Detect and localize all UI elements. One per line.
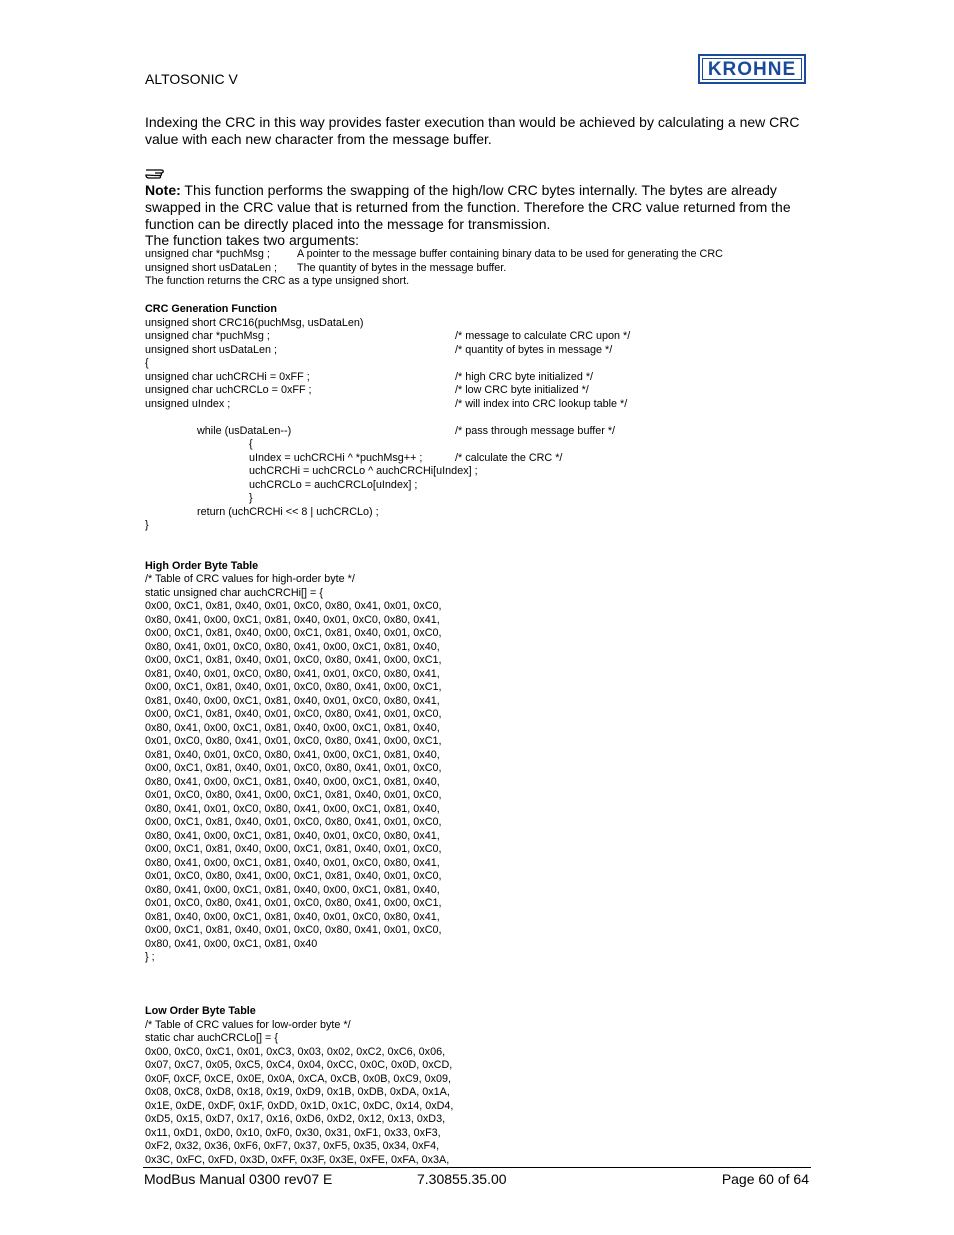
code-line [145,830,805,844]
code-line [145,695,805,709]
code-line [145,614,805,628]
code-text: uchCRCHi = uchCRCLo ^ auchCRCHi[uIndex] ; [249,465,478,477]
code-comment: /* high CRC byte initialized */ [455,370,594,383]
code-line [145,519,805,533]
argument-row [145,248,723,262]
krohne-logo [698,54,806,84]
footer-page-number: Page 60 of 64 [721,1171,809,1187]
code-text: 0x11, 0xD1, 0xD0, 0x10, 0xF0, 0x30, 0x31, 0xF1, 0x33, 0xF3, [145,1126,441,1139]
code-block [145,303,805,1167]
intro-paragraph: Indexing the CRC in this way provides faster execution than would be achieved by calculating a new CRC value with each new character from the message buffer. [145,114,800,147]
code-line [145,870,805,884]
code-line [145,627,805,641]
footer-document-title: ModBus Manual 0300 rev07 E [144,1171,333,1187]
code-line [145,1059,805,1073]
code-line [145,668,805,682]
code-line [145,506,805,520]
code-text: } ; [145,951,155,963]
code-line [145,452,805,466]
code-line [145,492,805,506]
code-text: uIndex = uchCRCHi ^ *puchMsg++ ; [249,451,423,464]
document-header-title: ALTOSONIC V [145,71,238,87]
footer-rule [143,1167,811,1168]
footer-document-number: 7.30855.35.00 [417,1171,507,1187]
crc-function-heading [145,303,805,317]
code-line [145,587,805,601]
pointing-hand-icon [145,166,169,183]
code-line [145,803,805,817]
code-text: Low Order Byte Table [145,1005,256,1017]
code-text: 0xD5, 0x15, 0xD7, 0x17, 0x16, 0xD6, 0xD2, 0x12, 0x13, 0xD3, [145,1113,446,1125]
blank-line [145,965,805,979]
code-text: static unsigned char auchCRCHi[] = { [145,586,323,599]
code-text: 0x0F, 0xCF, 0xCE, 0x0E, 0x0A, 0xCA, 0xCB, 0x0B, 0xC9, 0x09, [145,1072,452,1085]
code-line [145,1032,805,1046]
code-text: 0x00, 0xC1, 0x81, 0x40, 0x01, 0xC0, 0x80, 0x41, 0x01, 0xC0, [145,816,442,828]
krohne-logo-text: KROHNE [707,58,797,80]
code-comment: /* quantity of bytes in message */ [455,343,613,356]
code-comment: /* will index into CRC lookup table */ [455,397,628,410]
code-text: 0x00, 0xC1, 0x81, 0x40, 0x01, 0xC0, 0x80, 0x41, 0x01, 0xC0, [145,924,442,936]
code-comment: /* message to calculate CRC upon */ [455,330,631,342]
code-text: 0x00, 0xC1, 0x81, 0x40, 0x01, 0xC0, 0x80, 0x41, 0x01, 0xC0, [145,762,442,774]
code-line [145,600,805,614]
code-line [145,465,805,479]
code-text: 0x80, 0x41, 0x00, 0xC1, 0x81, 0x40, 0x01, 0xC0, 0x80, 0x41, [145,856,440,869]
code-line [145,641,805,655]
code-line [145,1046,805,1060]
code-line [145,789,805,803]
code-text: 0x00, 0xC1, 0x81, 0x40, 0x01, 0xC0, 0x80, 0x41, 0x00, 0xC1, [145,654,442,666]
code-comment: /* pass through message buffer */ [455,424,616,437]
code-text: return (uchCRCHi << 8 | uchCRCLo) ; [197,505,379,518]
argument-row [145,262,723,276]
code-text: } [249,492,253,504]
note-paragraph [145,182,810,233]
code-text: 0x80, 0x41, 0x00, 0xC1, 0x81, 0x40, 0x00, 0xC1, 0x81, 0x40, [145,775,440,788]
code-line [145,438,805,452]
code-line [145,897,805,911]
code-text: unsigned short usDataLen ; [145,343,278,356]
code-text: 0x01, 0xC0, 0x80, 0x41, 0x00, 0xC1, 0x81, 0x40, 0x01, 0xC0, [145,870,442,882]
low-table-heading [145,1005,805,1019]
code-line [145,371,805,385]
code-text: } [145,519,149,531]
blank-line [145,992,805,1006]
blank-line [145,546,805,560]
argument-declaration: unsigned short usDataLen ; [145,261,278,274]
code-text: CRC Generation Function [145,303,277,315]
code-line [145,357,805,371]
code-text: 0x07, 0xC7, 0x05, 0xC5, 0xC4, 0x04, 0xCC, 0x0C, 0x0D, 0xCD, [145,1059,453,1071]
code-line [145,1100,805,1114]
arguments-intro: The function takes two arguments: [145,232,359,248]
code-text: 0x01, 0xC0, 0x80, 0x41, 0x01, 0xC0, 0x80, 0x41, 0x00, 0xC1, [145,735,442,747]
code-text: 0x80, 0x41, 0x00, 0xC1, 0x81, 0x40, 0x00, 0xC1, 0x81, 0x40, [145,721,440,734]
argument-description: A pointer to the message buffer containing binary data to be used for generating the CRC [297,248,723,260]
code-text: static char auchCRCLo[] = { [145,1032,278,1044]
code-line [145,749,805,763]
code-text: 0x01, 0xC0, 0x80, 0x41, 0x00, 0xC1, 0x81, 0x40, 0x01, 0xC0, [145,789,442,801]
code-text: 0x01, 0xC0, 0x80, 0x41, 0x01, 0xC0, 0x80, 0x41, 0x00, 0xC1, [145,897,442,909]
code-line [145,924,805,938]
code-text: 0xF2, 0x32, 0x36, 0xF6, 0xF7, 0x37, 0xF5, 0x35, 0x34, 0xF4, [145,1140,440,1152]
code-line [145,735,805,749]
code-line [145,857,805,871]
code-text: /* Table of CRC values for high-order byte */ [145,573,355,585]
code-line [145,330,805,344]
code-line [145,384,805,398]
code-line [145,411,805,425]
code-text: /* Table of CRC values for low-order byte */ [145,1018,351,1031]
code-text: 0x00, 0xC1, 0x81, 0x40, 0x00, 0xC1, 0x81, 0x40, 0x01, 0xC0, [145,627,442,639]
code-text: 0x81, 0x40, 0x00, 0xC1, 0x81, 0x40, 0x01, 0xC0, 0x80, 0x41, [145,694,440,707]
code-line [145,654,805,668]
code-line [145,1019,805,1033]
code-line [145,776,805,790]
code-text: 0x80, 0x41, 0x01, 0xC0, 0x80, 0x41, 0x00, 0xC1, 0x81, 0x40, [145,802,440,815]
code-text: 0x80, 0x41, 0x01, 0xC0, 0x80, 0x41, 0x00, 0xC1, 0x81, 0x40, [145,640,440,653]
code-text: 0x00, 0xC1, 0x81, 0x40, 0x01, 0xC0, 0x80, 0x41, 0x01, 0xC0, [145,708,442,720]
arguments-list [145,248,723,289]
code-line [145,722,805,736]
high-table-heading [145,560,805,574]
code-text: 0x08, 0xC8, 0xD8, 0x18, 0x19, 0xD9, 0x1B, 0xDB, 0xDA, 0x1A, [145,1086,450,1098]
returns-text: The function returns the CRC as a type unsigned short. [145,275,410,287]
note-text: This function performs the swapping of the high/low CRC bytes internally. The bytes are already swapped in the CRC value that is returned from the function. Therefore the CRC value returned from the function can be directly placed into the message for transmission. [145,182,791,232]
code-line [145,573,805,587]
code-text: 0x00, 0xC1, 0x81, 0x40, 0x01, 0xC0, 0x80, 0x41, 0x01, 0xC0, [145,600,442,612]
code-text: High Order Byte Table [145,559,259,572]
code-line [145,479,805,493]
note-label: Note: [145,182,181,198]
blank-line [145,978,805,992]
code-text: 0x80, 0x41, 0x00, 0xC1, 0x81, 0x40, 0x01, 0xC0, 0x80, 0x41, [145,829,440,842]
code-text: { [145,357,149,369]
code-text: 0x80, 0x41, 0x00, 0xC1, 0x81, 0x40, 0x00, 0xC1, 0x81, 0x40, [145,883,440,896]
code-line [145,398,805,412]
code-line [145,938,805,952]
blank-line [145,533,805,547]
code-text: 0x81, 0x40, 0x01, 0xC0, 0x80, 0x41, 0x00, 0xC1, 0x81, 0x40, [145,748,440,761]
code-text: while (usDataLen--) [197,424,292,437]
code-text: 0x80, 0x41, 0x00, 0xC1, 0x81, 0x40 [145,937,318,950]
code-line [145,344,805,358]
code-text: 0x00, 0xC1, 0x81, 0x40, 0x01, 0xC0, 0x80, 0x41, 0x00, 0xC1, [145,681,442,693]
code-line [145,1073,805,1087]
code-text: unsigned char uchCRCHi = 0xFF ; [145,370,310,383]
code-text: 0x1E, 0xDE, 0xDF, 0x1F, 0xDD, 0x1D, 0x1C, 0xDC, 0x14, 0xD4, [145,1099,454,1112]
code-text: unsigned short CRC16(puchMsg, usDataLen) [145,316,364,329]
code-line [145,1113,805,1127]
code-text: 0x00, 0xC1, 0x81, 0x40, 0x00, 0xC1, 0x81, 0x40, 0x01, 0xC0, [145,843,442,855]
code-line [145,843,805,857]
code-comment: /* low CRC byte initialized */ [455,384,589,396]
code-line [145,317,805,331]
code-text: unsigned uIndex ; [145,397,231,410]
code-comment: /* calculate the CRC */ [455,451,563,464]
argument-description: The quantity of bytes in the message buffer. [297,261,507,274]
code-line [145,884,805,898]
code-line [145,1154,805,1168]
code-text: 0x00, 0xC0, 0xC1, 0x01, 0xC3, 0x03, 0x02, 0xC2, 0xC6, 0x06, [145,1045,446,1058]
code-line [145,1127,805,1141]
code-text: uchCRCLo = auchCRCLo[uIndex] ; [249,478,418,491]
code-line [145,1086,805,1100]
code-text: unsigned char uchCRCLo = 0xFF ; [145,384,312,396]
code-text: 0x81, 0x40, 0x00, 0xC1, 0x81, 0x40, 0x01, 0xC0, 0x80, 0x41, [145,910,440,923]
code-text: 0x81, 0x40, 0x01, 0xC0, 0x80, 0x41, 0x01, 0xC0, 0x80, 0x41, [145,667,440,680]
code-text: { [249,438,253,450]
code-line [145,951,805,965]
code-line [145,816,805,830]
code-line [145,708,805,722]
code-text: unsigned char *puchMsg ; [145,330,270,342]
pointing-hand-icon-svg [145,166,169,180]
argument-declaration: unsigned char *puchMsg ; [145,248,270,260]
krohne-logo-frame [702,58,802,80]
code-line [145,1140,805,1154]
code-text: 0x80, 0x41, 0x00, 0xC1, 0x81, 0x40, 0x01, 0xC0, 0x80, 0x41, [145,613,440,626]
code-line [145,762,805,776]
code-text: 0x3C, 0xFC, 0xFD, 0x3D, 0xFF, 0x3F, 0x3E, 0xFE, 0xFA, 0x3A, [145,1153,450,1166]
code-line [145,911,805,925]
code-line [145,681,805,695]
code-line [145,425,805,439]
